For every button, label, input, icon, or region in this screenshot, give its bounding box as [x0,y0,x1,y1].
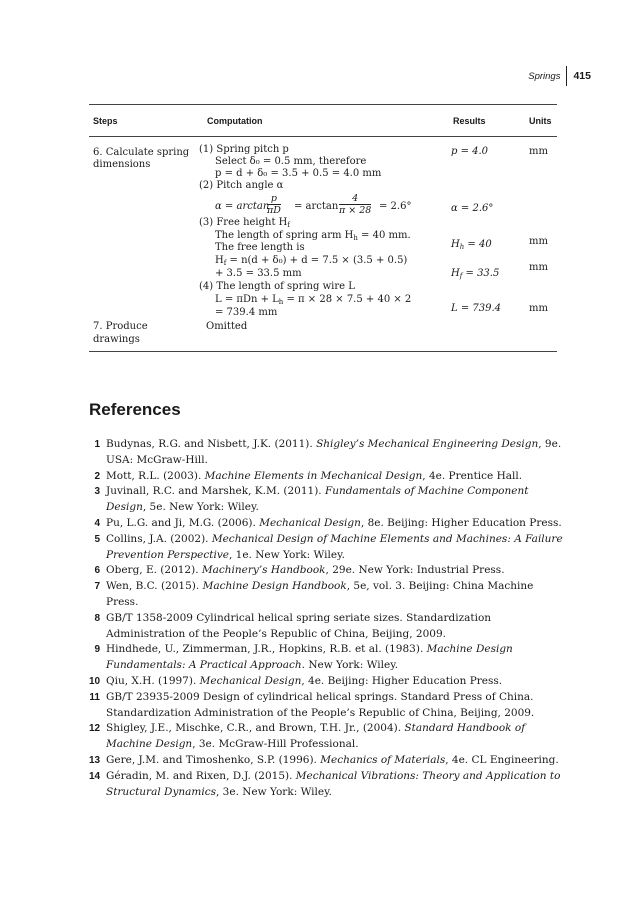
result-hh-val: = 40 [464,239,492,250]
reference-item [89,690,569,722]
col-header-results: Results [453,116,486,126]
running-header [528,66,591,86]
reference-title: Machinery’s Handbook [201,564,326,577]
reference-item [89,516,569,532]
reference-authors: Qiu, X.H. (1997). [106,674,200,687]
reference-publisher: , 9e. USA: McGraw-Hill. [106,438,562,466]
reference-number: 3 [94,486,100,498]
sub-h: h [353,234,358,242]
reference-title: Mechanical Vibrations: Theory and Application to Structural Dynamics [106,769,561,798]
col-header-computation: Computation [207,116,263,126]
header-divider [566,66,567,86]
unit-1: mm [529,146,548,157]
reference-authors: Juvinall, R.C. and Marshek, K.M. (2011). [106,485,325,498]
reference-item [89,611,569,643]
reference-authors: Mott, R.L. (2003). [106,469,205,482]
result-hf-sym: H [451,268,460,279]
comp-4b: = 739.4 mm [215,307,278,318]
reference-authors: Gere, J.M. and Timoshenko, S.P. (1996). [106,753,321,766]
reference-title: Mechanical Design [259,516,361,529]
reference-publisher: , 1e. New York: Wiley. [228,548,345,561]
comp-4a-text: L = πDn + L [215,294,279,305]
reference-item [89,674,569,690]
reference-number: 1 [94,439,100,450]
table-top-rule [89,104,557,105]
reference-publisher: , 5e. New York: Wiley. [142,501,259,514]
table-header-rule [89,136,557,137]
step-6-line2: dimensions [93,159,151,170]
unit-3: mm [529,262,548,273]
col-header-steps: Steps [93,116,118,126]
reference-publisher: , 29e. New York: Industrial Press. [325,564,505,577]
reference-authors: Wen, B.C. (2015). [106,580,203,593]
col-header-units: Units [529,116,552,126]
reference-publisher: , 4e. Prentice Hall. [422,469,523,482]
fraction-4-over-pi28 [339,193,371,216]
reference-number: 5 [94,533,100,545]
result-hh [451,239,492,254]
reference-title: Shigley’s Mechanical Engineering Design [316,438,539,450]
references-heading: References [89,400,181,419]
comp-1b: p = d + δ₀ = 3.5 + 0.5 = 4.0 mm [215,168,382,179]
step-7-line1: 7. Produce [93,321,148,332]
reference-authors: GB/T 1358-2009 Cylindrical helical spring seriate sizes. Standardization Administration of the People’s Republic of China, Beijing, 2009. [106,611,492,640]
reference-authors: Shigley, J.E., Mischke, C.R., and Brown, T.H. Jr., (2004). [106,722,405,735]
comp-3b: The free length is [215,242,305,253]
reference-item [89,721,569,753]
reference-title: Fundamentals of Machine Component Design [106,485,529,514]
reference-publisher: . New York: Wiley. [301,659,399,672]
sub-f: f [287,221,290,229]
reference-number: 14 [89,770,101,782]
comp-3d: + 3.5 = 33.5 mm [215,268,302,279]
step-7-line2: drawings [93,334,140,345]
comp-1: (1) Spring pitch p [199,144,289,155]
reference-publisher: , 4e. CL Engineering. [445,753,559,766]
page-number: 415 [573,70,591,82]
unit-4: mm [529,303,548,314]
fraction-p-over-pid [267,193,281,216]
reference-number: 2 [94,470,100,482]
comp-3a-text: The length of spring arm H [215,230,354,241]
result-hf [451,268,499,283]
result-p: p = 4.0 [451,146,489,157]
reference-item [89,642,569,674]
comp-2: (2) Pitch angle α [199,180,284,191]
comp-1a: Select δ₀ = 0.5 mm, therefore [215,156,367,167]
reference-item [89,484,569,516]
result-hh-sym: H [451,239,460,250]
comp-3-text: (3) Free height H [199,217,288,228]
section-name: Springs [528,70,561,82]
reference-item [89,532,569,564]
reference-authors: Oberg, E. (2012). [106,564,202,577]
reference-number: 7 [94,581,100,593]
frac2-denominator: π × 28 [339,205,372,216]
reference-authors: Pu, L.G. and Ji, M.G. (2006). [106,516,260,529]
comp-2-lhs: α = arctan [215,201,270,212]
references-list [89,437,569,800]
sub-h: h [459,243,465,251]
sub-f: f [459,272,463,280]
reference-item [89,753,569,769]
reference-publisher: , 5e, vol. 3. Beijing: China Machine Press. [106,580,534,608]
sub-f: f [223,259,227,267]
reference-title: Mechanical Design [199,674,302,687]
reference-number: 12 [89,723,101,735]
comp-2-rhs: = 2.6° [379,201,412,212]
comp-2-mid: = arctan [294,201,339,212]
reference-authors: Hindhede, U., Zimmerman, J.R., Hopkins, R.B. et al. (1983). [106,643,427,656]
reference-number: 13 [89,754,101,766]
result-l: L = 739.4 [451,303,502,314]
reference-publisher: , 3e. McGraw-Hill Professional. [192,738,359,751]
reference-title: Machine Elements in Mechanical Design [204,469,423,482]
reference-number: 6 [94,565,100,577]
reference-title: Machine Design Fundamentals: A Practical Approach [106,643,513,672]
reference-authors: Budynas, R.G. and Nisbett, J.K. (2011). [106,438,317,450]
frac1-denominator: πD [267,205,281,216]
reference-publisher: , 3e. New York: Wiley. [216,785,332,798]
reference-publisher: , 4e. Beijing: Higher Education Press. [301,674,503,687]
comp-3a-end: = 40 mm. [357,230,411,241]
reference-number: 10 [89,675,101,687]
result-hf-val: = 33.5 [462,268,500,279]
result-alpha: α = 2.6° [451,203,494,214]
reference-number: 11 [89,691,100,703]
comp-3c-h: H [215,255,224,266]
reference-number: 8 [94,612,100,624]
comp-3c-rest: = n(d + δ₀) + d = 7.5 × (3.5 + 0.5) [226,255,408,266]
table-bottom-rule [89,351,557,352]
reference-title: Machine Design Handbook [202,580,347,593]
reference-item [89,563,569,579]
reference-item [89,579,569,611]
reference-authors: Collins, J.A. (2002). [106,532,212,545]
reference-title: Mechanics of Materials [320,753,446,766]
comp-4a-rest: = π × 28 × 7.5 + 40 × 2 [283,294,412,305]
reference-title: Standard Handbook of Machine Design [106,722,526,751]
comp-omitted: Omitted [206,321,248,332]
sub-h: h [278,298,284,306]
reference-number: 9 [94,644,100,656]
reference-title: Mechanical Design of Machine Elements and Machines: A Failure Prevention Perspective [106,532,563,561]
frac2-numerator: 4 [339,193,371,205]
reference-authors: Géradin, M. and Rixen, D.J. (2015). [106,769,296,782]
reference-number: 4 [94,517,100,529]
reference-item [89,769,569,801]
reference-publisher: , 8e. Beijing: Higher Education Press. [360,516,562,529]
step-6-line1: 6. Calculate spring [93,147,190,158]
reference-item [89,469,569,485]
unit-2: mm [529,236,548,247]
reference-item [89,437,569,469]
comp-4: (4) The length of spring wire L [199,281,355,292]
reference-authors: GB/T 23935-2009 Design of cylindrical helical springs. Standard Press of China. Standardization Administration of the People’s Republic of China, Beijing, 2009. [106,690,535,719]
frac1-numerator: p [267,193,281,205]
